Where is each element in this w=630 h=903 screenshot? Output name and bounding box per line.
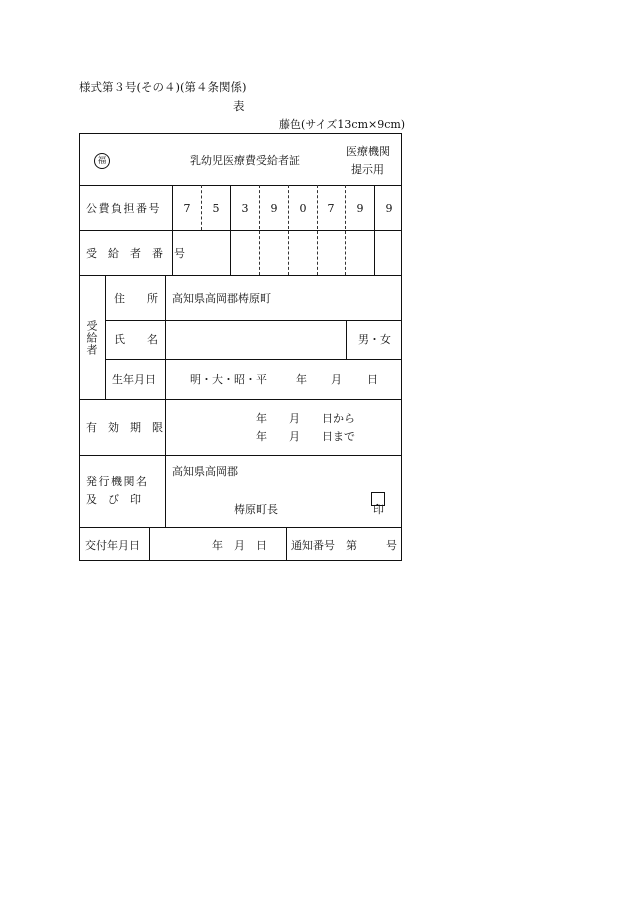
- gender-options: 男・女: [358, 333, 391, 346]
- issuer-label-line1: 発行機関名: [86, 475, 149, 488]
- dob-era-options: 明・大・昭・平: [190, 373, 267, 386]
- burden-digit: 9: [270, 202, 278, 215]
- name-label: 氏 名: [114, 333, 158, 346]
- rule-number-label-divider: [172, 185, 173, 275]
- front-side-label: 表: [233, 99, 245, 113]
- burden-digit: 0: [299, 202, 307, 215]
- address-label: 住 所: [114, 292, 158, 305]
- address-value: 高知県高岡郡梼原町: [172, 292, 271, 305]
- rule-validity-bottom: [80, 455, 402, 456]
- rule-address-bottom: [105, 320, 402, 321]
- issue-date-label: 交付年月日: [85, 539, 140, 552]
- card-title: 乳幼児医療費受給者証: [190, 154, 300, 167]
- notice-number-label: 通知番号 第: [291, 539, 357, 552]
- burden-digit: 5: [212, 202, 220, 215]
- issuer-prefecture: 高知県高岡郡: [172, 465, 238, 478]
- medical-certificate-card: [79, 133, 402, 561]
- validity-from: 年 月 日から: [256, 412, 355, 425]
- issuer-mayor: 梼原町長: [234, 503, 278, 516]
- dob-month-unit: 月: [331, 373, 342, 386]
- rule-name-bottom: [105, 359, 402, 360]
- validity-to: 年 月 日まで: [256, 430, 355, 443]
- dob-year-unit: 年: [296, 373, 307, 386]
- rule-issuer-bottom: [80, 527, 402, 528]
- dash-number-5: [345, 185, 346, 275]
- issue-date-value: 年 月 日: [212, 539, 267, 552]
- burden-digit: 3: [241, 202, 249, 215]
- date-of-birth-label: 生年月日: [112, 373, 156, 386]
- rule-notice-divider: [286, 527, 287, 561]
- burden-digit: 7: [327, 202, 335, 215]
- rule-recipient-label-divider: [165, 275, 166, 399]
- rule-burden-bottom: [80, 230, 402, 231]
- dash-number-4: [317, 185, 318, 275]
- burden-digit: 7: [183, 202, 191, 215]
- rule-title-bottom: [80, 185, 402, 186]
- issuer-label-line2: 及 び 印: [86, 493, 141, 506]
- recipient-number-label: 受 給 者 番 号: [86, 247, 185, 260]
- presentation-label-line1: 医療機関: [346, 145, 390, 158]
- form-number-label: 様式第３号(その４)(第４条関係): [79, 80, 247, 94]
- notice-number-suffix: 号: [386, 539, 397, 552]
- rule-gender-divider: [346, 320, 347, 359]
- validity-period-label: 有 効 期 限: [86, 421, 163, 434]
- stamp-char: 印: [373, 503, 384, 516]
- rule-recipient-group-divider: [105, 275, 106, 399]
- dash-number-2: [259, 185, 260, 275]
- rule-validity-issuer-divider: [165, 399, 166, 527]
- rule-number-group-divider: [230, 185, 231, 275]
- burden-digit: 9: [385, 202, 393, 215]
- dob-day-unit: 日: [367, 373, 378, 386]
- recipient-group-label: 受給者: [85, 320, 98, 356]
- rule-dob-bottom: [80, 399, 402, 400]
- rule-number-last-divider: [374, 185, 375, 275]
- rule-recipient-no-bottom: [80, 275, 402, 276]
- color-size-note: 藤色(サイズ13cm×9cm): [279, 118, 406, 131]
- presentation-label-line2: 提示用: [351, 163, 384, 176]
- welfare-seal-icon: 福: [94, 153, 110, 169]
- rule-issue-date-divider: [149, 527, 150, 561]
- public-burden-number-label: 公費負担番号: [86, 202, 161, 215]
- dash-number-3: [288, 185, 289, 275]
- burden-digit: 9: [356, 202, 364, 215]
